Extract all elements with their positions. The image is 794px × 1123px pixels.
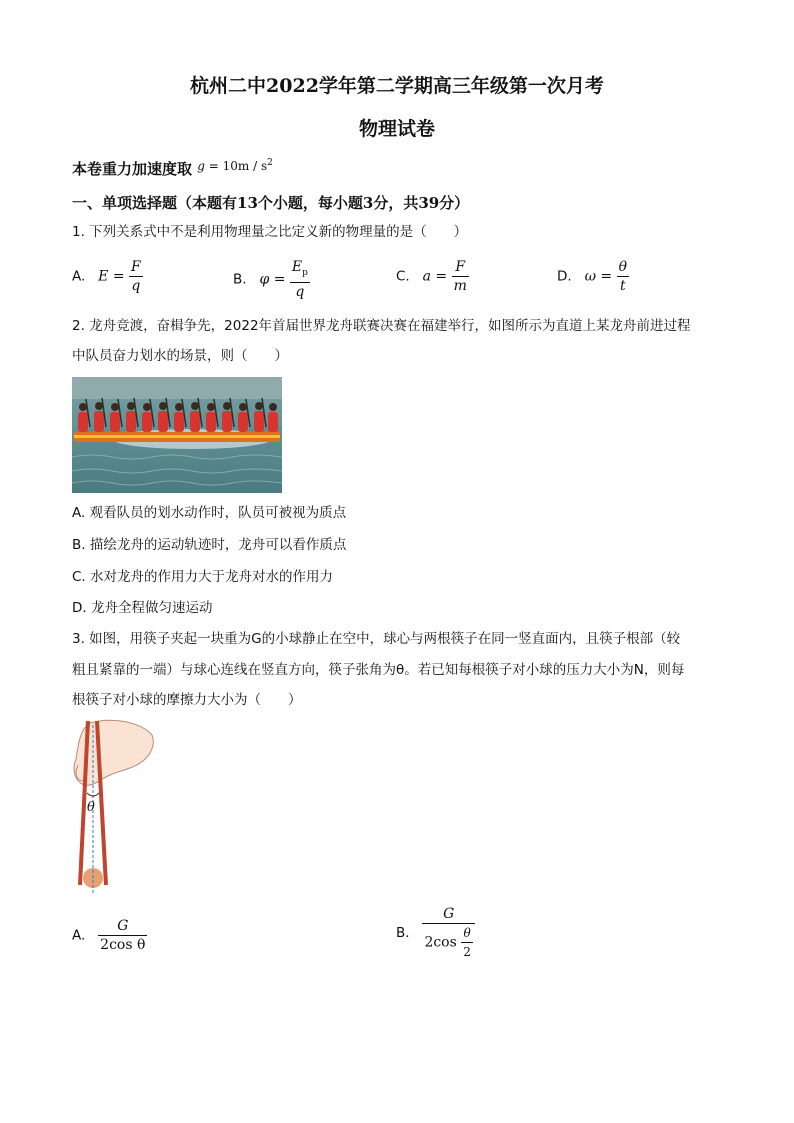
question-2-stem-line-1: 2. 龙舟竞渡，奋楫争先，2022年首届世界龙舟联赛决赛在福建举行，如图所示为直道上某龙舟前进过程 — [72, 318, 691, 334]
q2-option-b: B. 描绘龙舟的运动轨迹时，龙舟可以看作质点 — [72, 537, 347, 553]
question-3-stem-line-3: 根筷子对小球的摩擦力大小为（ ） — [72, 692, 302, 708]
theta-label: θ — [87, 800, 95, 815]
question-3-stem-line-1: 3. 如图，用筷子夹起一块重为G的小球静止在空中，球心与两根筷子在同一竖直面内，且筷子根部（较 — [72, 631, 681, 647]
q2-option-a: A. 观看队员的划水动作时，队员可被视为质点 — [72, 505, 347, 521]
q2-option-c: C. 水对龙舟的作用力大于龙舟对水的作用力 — [72, 569, 334, 585]
q1-option-c: C. a = $\frac{F}{m}$ — [396, 259, 467, 294]
chopsticks-figure — [70, 715, 160, 895]
exam-title: 杭州二中2022学年第二学期高三年级第一次月考 — [190, 75, 604, 97]
q1-option-b: B. φ = $\frac{E_p}{q}$ — [233, 259, 308, 300]
gravity-note — [72, 158, 273, 179]
q3-option-b: B. G 2cos $\frac{\theta}{2}$ — [396, 905, 475, 961]
question-3-stem-line-2: 粗且紧靠的一端）与球心连线在竖直方向，筷子张角为θ。若已知每根筷子对小球的压力大小为N，则每 — [72, 662, 685, 678]
gravity-formula: g = 10m / s2 — [197, 158, 273, 173]
question-1-stem: 1. 下列关系式中不是利用物理量之比定义新的物理量的是（ ） — [72, 224, 468, 240]
q1-option-a: A. E = $\frac{F}{q}$ — [72, 259, 141, 294]
gravity-note-label: 本卷重力加速度取 — [72, 160, 193, 178]
question-2-stem-line-2: 中队员奋力划水的场景，则（ ） — [72, 348, 288, 364]
q1-option-d: D. ω = $\frac{\theta}{t}$ — [557, 259, 628, 294]
q2-option-d: D. 龙舟全程做匀速运动 — [72, 600, 213, 616]
section-heading: 一、单项选择题（本题有13个小题，每小题3分，共39分） — [72, 194, 470, 212]
exam-subtitle: 物理试卷 — [358, 118, 435, 140]
dragon-boat-photo — [72, 377, 282, 493]
q3-option-a: A. $\frac{G}{\text{2cos θ}}$ — [72, 918, 146, 953]
